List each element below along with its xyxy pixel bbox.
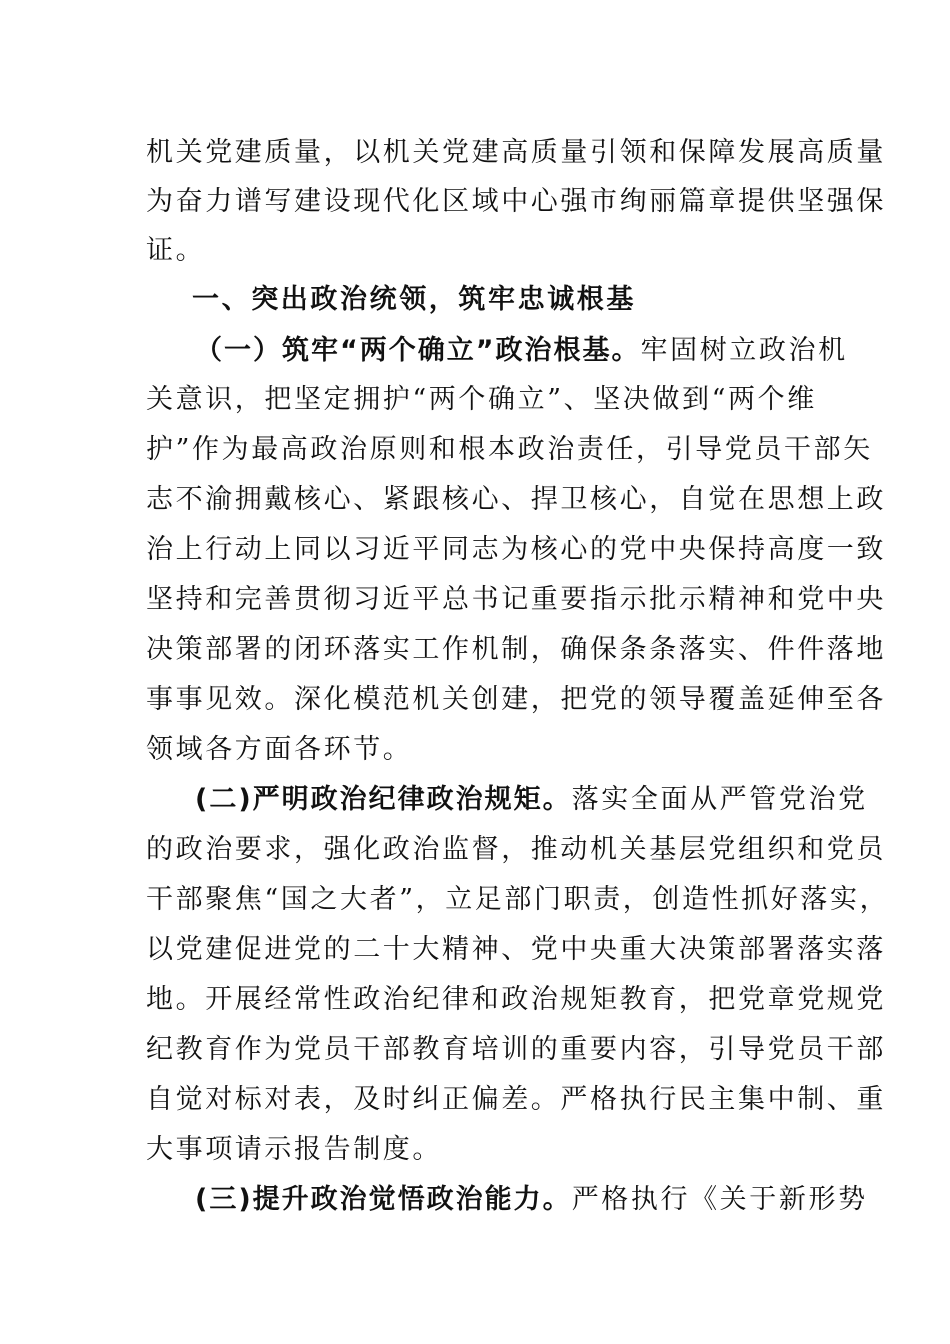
line-text: 落实全面从严管党治党 (571, 784, 868, 815)
line-text: 事事见效。深化模范机关创建，把党的领导覆盖延伸至各 (146, 684, 886, 715)
line-text: 护”作为最高政治原则和根本政治责任，引导党员干部矢 (146, 434, 873, 465)
paragraph-line (146, 883, 890, 917)
line-text: 证。 (146, 235, 206, 266)
line-text: 志不渝拥戴核心、紧跟核心、捍卫核心，自觉在思想上政 (146, 484, 886, 515)
line-text: 自觉对标对表，及时纠正偏差。严格执行民主集中制、重 (146, 1084, 886, 1115)
line-text: 干部聚焦“国之大者”，立足部门职责，创造性抓好落实， (146, 884, 890, 915)
section-heading (192, 283, 872, 317)
line-text: 纪教育作为党员干部教育培训的重要内容，引导党员干部 (146, 1034, 886, 1065)
subsection-title: (三)提升政治觉悟政治能力。 (195, 1184, 572, 1215)
line-text: 为奋力谱写建设现代化区域中心强市绚丽篇章提供坚强保 (146, 186, 886, 217)
paragraph-line (146, 136, 886, 170)
paragraph-line (146, 933, 886, 967)
line-text: 关意识，把坚定拥护“两个确立”、坚决做到“两个维 (146, 384, 817, 415)
heading-text: 一、突出政治统领，筑牢忠诚根基 (192, 284, 636, 315)
line-text: 领域各方面各环节。 (146, 734, 413, 765)
paragraph-line (146, 483, 886, 517)
paragraph-line (146, 683, 886, 717)
paragraph-line (146, 833, 886, 867)
paragraph-line (146, 983, 886, 1017)
paragraph-line (146, 583, 886, 617)
line-text: 治上行动上同以习近平同志为核心的党中央保持高度一致 (146, 534, 886, 565)
paragraph-line (146, 1083, 886, 1117)
line-text: 机关党建质量，以机关党建高质量引领和保障发展高质量 (146, 137, 886, 168)
paragraph-line (146, 533, 886, 567)
line-text: 大事项请示报告制度。 (146, 1134, 442, 1165)
paragraph-line (146, 234, 826, 268)
line-text: 地。开展经常性政治纪律和政治规矩教育，把党章党规党 (146, 984, 886, 1015)
line-text: 决策部署的闭环落实工作机制，确保条条落实、件件落地 (146, 634, 886, 665)
paragraph-line (146, 1033, 886, 1067)
paragraph-line (146, 633, 886, 667)
paragraph-line (146, 383, 826, 417)
subsection-lead-line (195, 334, 875, 368)
line-text: 牢固树立政治机 (640, 335, 848, 366)
paragraph-line (146, 1133, 826, 1167)
line-text: 坚持和完善贯彻习近平总书记重要指示批示精神和党中央 (146, 584, 886, 615)
subsection-lead-line (195, 1183, 875, 1217)
paragraph-line (146, 433, 873, 467)
paragraph-line (146, 185, 886, 219)
subsection-title: (二)严明政治纪律政治规矩。 (195, 784, 572, 815)
paragraph-line (146, 733, 826, 767)
line-text: 严格执行《关于新形势 (571, 1184, 868, 1215)
subsection-lead-line (195, 783, 875, 817)
line-text: 以党建促进党的二十大精神、党中央重大决策部署落实落 (146, 934, 886, 965)
line-text: 的政治要求，强化政治监督，推动机关基层党组织和党员 (146, 834, 886, 865)
subsection-title: （一）筑牢“两个确立”政治根基。 (195, 335, 641, 366)
